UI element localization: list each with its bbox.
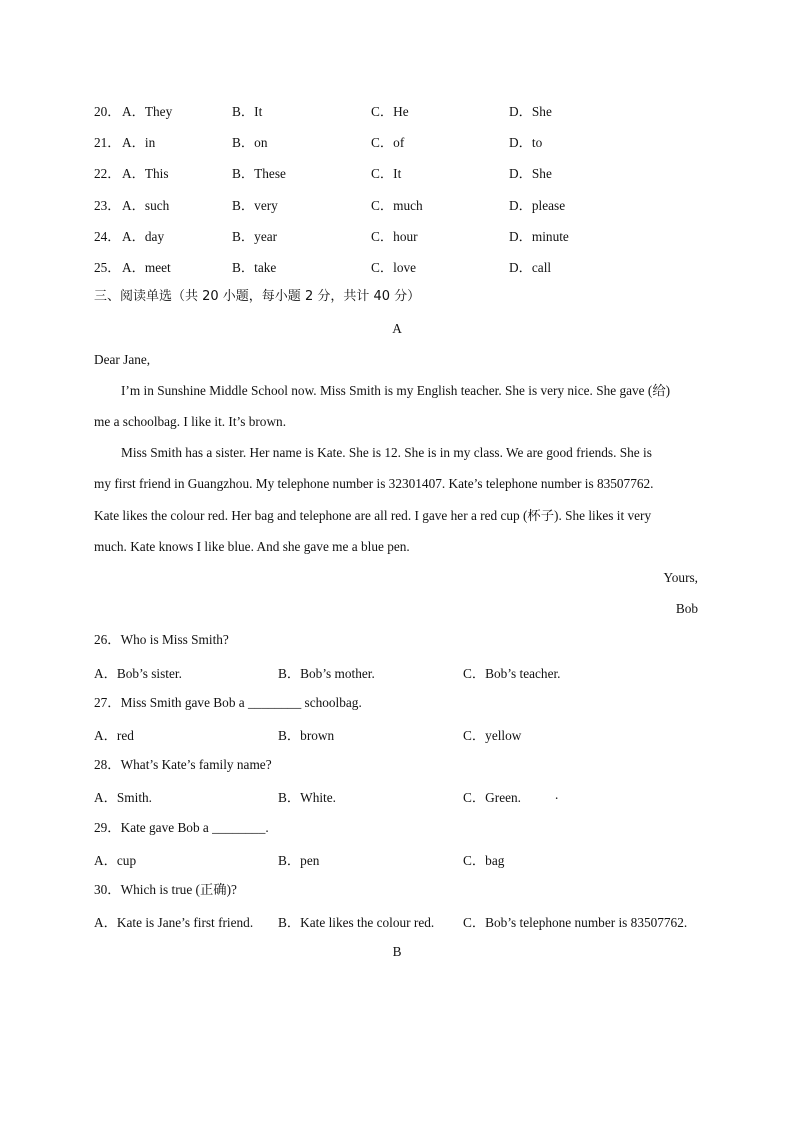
option-a: A．This — [122, 166, 169, 181]
passage-label-b: B — [392, 944, 402, 959]
option-a: A．Smith. — [94, 790, 152, 805]
question-stem: 30．Which is true (正确)? — [94, 882, 237, 897]
option-b: B．brown — [278, 728, 335, 743]
stray-period: . — [555, 787, 559, 802]
option-c: C．Bob’s telephone number is 83507762. — [463, 915, 688, 930]
option-number: 21． — [94, 135, 121, 150]
option-d: D．to — [509, 135, 543, 150]
passage-line: Kate likes the colour red. Her bag and telephone are all red. I gave her a red cup (杯子). She likes it very — [94, 508, 652, 523]
option-a: A．cup — [94, 853, 137, 868]
option-b: B．Bob’s mother. — [278, 666, 375, 681]
option-c: C．yellow — [463, 728, 522, 743]
option-a: A．Bob’s sister. — [94, 666, 182, 681]
option-c: C．hour — [371, 229, 418, 244]
passage-line: me a schoolbag. I like it. It’s brown. — [94, 414, 287, 429]
option-a: A．day — [122, 229, 165, 244]
passage-line: much. Kate knows I like blue. And she gave me a blue pen. — [94, 539, 410, 554]
option-c: C．much — [371, 198, 423, 213]
option-a: A．They — [122, 104, 173, 119]
question-stem: 29．Kate gave Bob a ________. — [94, 820, 269, 835]
option-d: D．She — [509, 166, 552, 181]
option-c: C．Green. — [463, 790, 521, 805]
option-b: B．Kate likes the colour red. — [278, 915, 435, 930]
option-c: C．It — [371, 166, 402, 181]
option-number: 25． — [94, 260, 121, 275]
option-a: A．Kate is Jane’s first friend. — [94, 915, 254, 930]
letter-signature: Bob — [675, 601, 698, 616]
option-d: D．please — [509, 198, 566, 213]
option-b: B．very — [232, 198, 278, 213]
option-a: A．meet — [122, 260, 171, 275]
question-stem: 27．Miss Smith gave Bob a ________ schoolbag. — [94, 695, 362, 710]
option-c: C．He — [371, 104, 409, 119]
option-d: D．minute — [509, 229, 569, 244]
option-b: B．pen — [278, 853, 320, 868]
option-c: C．Bob’s teacher. — [463, 666, 561, 681]
option-c: C．bag — [463, 853, 505, 868]
option-a: A．in — [122, 135, 156, 150]
option-d: D．call — [509, 260, 552, 275]
option-b: B．on — [232, 135, 268, 150]
option-number: 24． — [94, 229, 121, 244]
letter-closing: Yours, — [663, 570, 698, 585]
option-d: D．She — [509, 104, 552, 119]
question-stem: 28．What’s Kate’s family name? — [94, 757, 272, 772]
passage-label-a: A — [392, 321, 402, 336]
option-number: 20． — [94, 104, 121, 119]
option-b: B．take — [232, 260, 277, 275]
question-stem: 26．Who is Miss Smith? — [94, 632, 229, 647]
passage-line: I’m in Sunshine Middle School now. Miss Smith is my English teacher. She is very nice. She gave (给) — [121, 383, 671, 398]
option-number: 22． — [94, 166, 121, 181]
section-heading: 三、阅读单选（共 20 小题，每小题 2 分，共计 40 分） — [94, 289, 421, 304]
option-b: B．These — [232, 166, 286, 181]
option-a: A．such — [122, 198, 170, 213]
option-number: 23． — [94, 198, 121, 213]
option-b: B．year — [232, 229, 278, 244]
passage-line: Miss Smith has a sister. Her name is Kate. She is 12. She is in my class. We are good friends. She is — [121, 445, 652, 460]
letter-greeting: Dear Jane, — [94, 352, 151, 367]
passage-line: my first friend in Guangzhou. My telephone number is 32301407. Kate’s telephone number is 83507762. — [94, 476, 654, 491]
option-a: A．red — [94, 728, 134, 743]
option-c: C．of — [371, 135, 405, 150]
option-b: B．It — [232, 104, 263, 119]
option-b: B．White. — [278, 790, 336, 805]
option-c: C．love — [371, 260, 417, 275]
